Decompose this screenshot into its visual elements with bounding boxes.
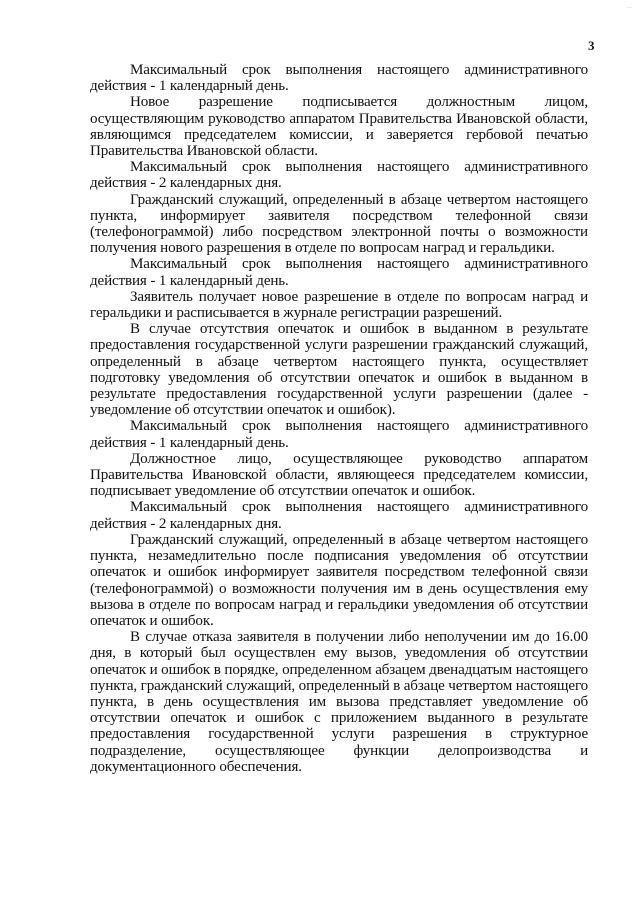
paragraph: Максимальный срок выполнения настоящего административного действия - 2 календарных дня.: [90, 499, 588, 532]
document-body: [90, 62, 588, 775]
paragraph: Максимальный срок выполнения настоящего административного действия - 1 календарный день.: [90, 418, 588, 451]
paragraph: Должностное лицо, осуществляющее руководство аппаратом Правительства Ивановской области, являющееся председателем комиссии, подписывает уведомление об отсутствии опечаток и ошибок.: [90, 450, 588, 500]
paragraph: Новое разрешение подписывается должностным лицом, осуществляющим руководство аппаратом Правительства Ивановской области, являющимся председателем комиссии, и заверяется гербовой печатью Правительства Ивановской области.: [90, 94, 588, 160]
paragraph: В случае отсутствия опечаток и ошибок в выданном в результате предоставления государственной услуги разрешении гражданский служащий, определенный в абзаце четвертом настоящего пункта, осуществляет подготовку уведомления об отсутствии опечаток и ошибок в выданном в результате предоставления государственной услуги разрешении (далее - уведомление об отсутствии опечаток и ошибок).: [90, 321, 588, 419]
paragraph: Заявитель получает новое разрешение в отделе по вопросам наград и геральдики и расписывается в журнале регистрации разрешений.: [90, 288, 588, 322]
paragraph: Гражданский служащий, определенный в абзаце четвертом настоящего пункта, информирует заявителя посредством телефонной связи (телефонограммой) либо посредством электронной почты о возможности получения нового разрешения в отделе по вопросам наград и геральдики.: [90, 191, 588, 257]
scan-header-mark: ...: [627, 4, 632, 10]
paragraph: Гражданский служащий, определенный в абзаце четвертом настоящего пункта, незамедлительно после подписания уведомления об отсутствии опечаток и ошибок информирует заявителя посредством телефонной связи (телефонограммой) о возможности получения им в день осуществления ему вызова в отделе по вопросам наград и геральдики уведомления об отсутствии опечаток и ошибок.: [90, 531, 588, 629]
paragraph: Максимальный срок выполнения настоящего административного действия - 1 календарный день.: [90, 62, 588, 95]
paragraph: Максимальный срок выполнения настоящего административного действия - 1 календарный день.: [90, 256, 588, 289]
paragraph: В случае отказа заявителя в получении либо неполучении им до 16.00 дня, в который был осуществлен ему вызов, уведомления об отсутствии опечаток и ошибок в порядке, определенном абзацем двенадцатым настоящего пункта, гражданский служащий, определенный в абзаце четвертом настоящего пункта, в день осуществления им вызова представляет уведомление об отсутствии опечаток и ошибок с приложением выданного в результате предоставления государственной услуги разрешения в структурное подразделение, осуществляющее функции делопроизводства и документационного обеспечения.: [90, 629, 589, 775]
paragraph: Максимальный срок выполнения настоящего административного действия - 2 календарных дня.: [90, 159, 588, 192]
page-number: 3: [588, 38, 595, 53]
